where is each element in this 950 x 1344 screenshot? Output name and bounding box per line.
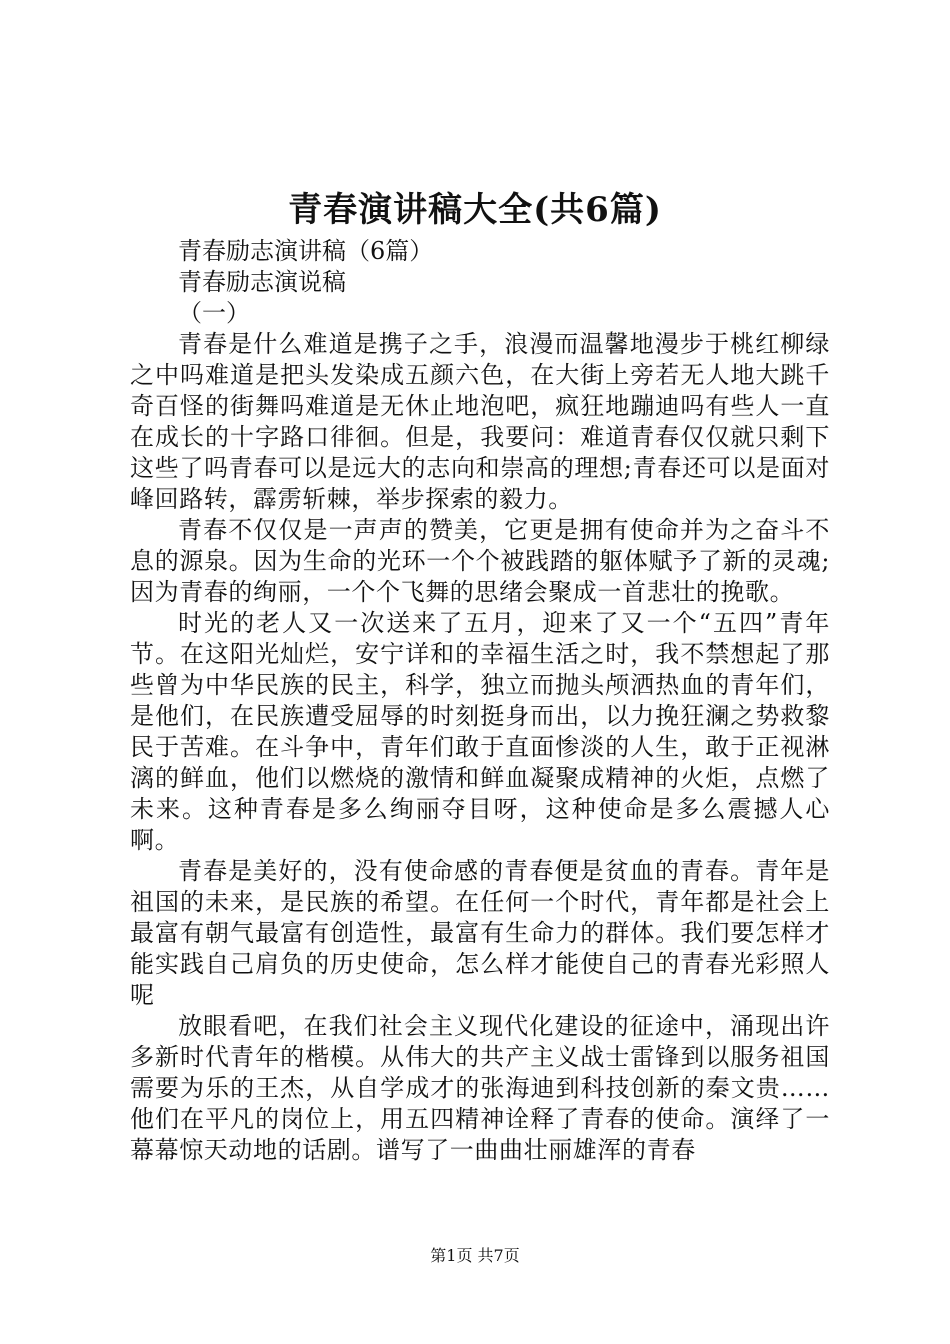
paragraph-2: 青春不仅仅是一声声的赞美，它更是拥有使命并为之奋斗不息的源泉。因为生命的光环一个个被践踏的躯体赋予了新的灵魂;因为青春的绚丽，一个个飞舞的思绪会聚成一首悲壮的挽歌。 bbox=[130, 516, 830, 606]
paragraph-3: 时光的老人又一次送来了五月，迎来了又一个“五四”青年节。在这阳光灿烂，安宁详和的幸福生活之时，我不禁想起了那些曾为中华民族的民主，科学，独立而抛头颅洒热血的青年们，是他们，在民族遭受屈辱的时刻挺身而出，以力挽狂澜之势救黎民于苦难。在斗争中，青年们敢于直面惨淡的人生，敢于正视淋漓的鲜血，他们以燃烧的激情和鲜血凝聚成精神的火炬，点燃了未来。这种青春是多么绚丽夺目呀，这种使命是多么震撼人心啊。 bbox=[130, 609, 830, 854]
section-marker: （一） bbox=[178, 299, 250, 327]
paragraph-5: 放眼看吧，在我们社会主义现代化建设的征途中，涌现出许多新时代青年的楷模。从伟大的共产主义战士雷锋到以服务祖国需要为乐的王杰，从自学成才的张海迪到科技创新的秦文贵……他们在平凡的岗位上，用五四精神诠释了青春的使命。演绎了一幕幕惊天动地的话剧。谱写了一曲曲壮丽雄浑的青春 bbox=[130, 1012, 830, 1164]
document-title: 青春演讲稿大全(共6篇) bbox=[288, 190, 662, 230]
document-body bbox=[130, 236, 830, 1166]
subtitle-secondary: 青春励志演说稿 bbox=[178, 268, 346, 296]
subtitle-primary: 青春励志演讲稿（6篇） bbox=[178, 237, 434, 265]
page-footer: 第1页 共7页 bbox=[430, 1246, 520, 1265]
paragraph-1: 青春是什么难道是携子之手，浪漫而温馨地漫步于桃红柳绿之中吗难道是把头发染成五颜六色，在大街上旁若无人地大跳千奇百怪的街舞吗难道是无休止地泡吧，疯狂地蹦迪吗有些人一直在成长的十字路口徘徊。但是，我要问：难道青春仅仅就只剩下这些了吗青春可以是远大的志向和崇高的理想;青春还可以是面对峰回路转，霹雳斩棘，举步探索的毅力。 bbox=[130, 330, 830, 513]
paragraph-4: 青春是美好的，没有使命感的青春便是贫血的青春。青年是祖国的未来，是民族的希望。在任何一个时代，青年都是社会上最富有朝气最富有创造性，最富有生命力的群体。我们要怎样才能实践自己肩负的历史使命，怎么样才能使自己的青春光彩照人呢 bbox=[130, 857, 830, 1009]
